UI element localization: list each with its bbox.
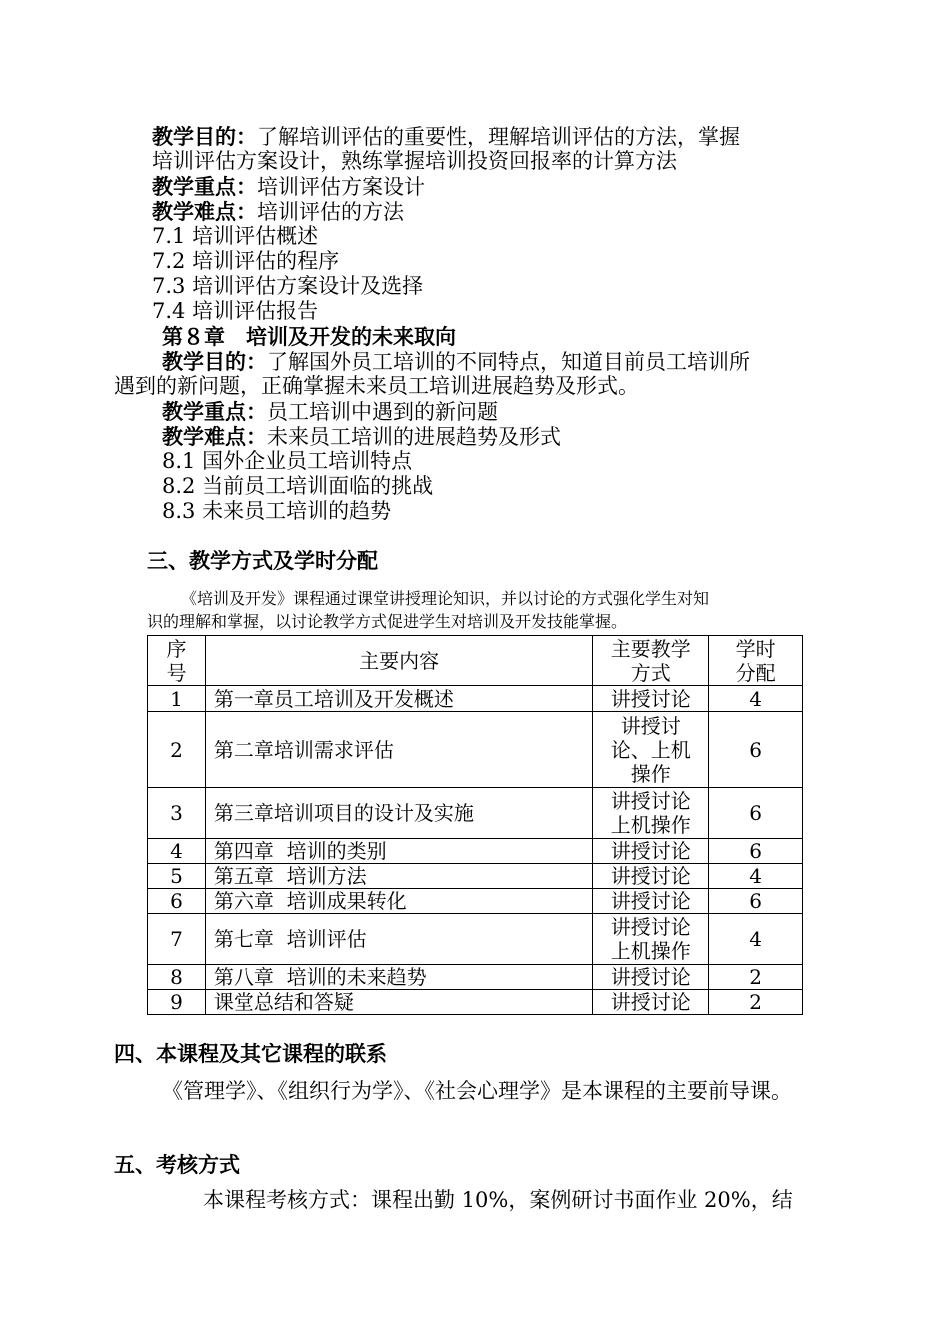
table-row — [148, 686, 803, 712]
ch8-item: 8.3 未来员工培训的趋势 — [162, 499, 392, 523]
table-row — [148, 839, 803, 864]
row-content: 第八章 培训的未来趋势 — [205, 965, 593, 990]
ch7-diff-text: 培训评估的方法 — [257, 200, 404, 224]
table-header-row — [148, 636, 803, 686]
row-hours: 4 — [709, 914, 803, 965]
ch8-goal-label: 教学目的： — [162, 349, 267, 374]
row-content: 第三章培训项目的设计及实施 — [205, 788, 593, 839]
row-hours: 2 — [709, 965, 803, 990]
teaching-schedule-table — [147, 635, 803, 1015]
row-hours: 4 — [709, 686, 803, 712]
row-content: 第二章培训需求评估 — [205, 712, 593, 788]
ch8-key-text: 员工培训中遇到的新问题 — [267, 400, 498, 424]
row-no: 9 — [148, 990, 206, 1015]
row-content: 课堂总结和答疑 — [205, 990, 593, 1015]
row-method: 讲授讨论 — [593, 839, 709, 864]
ch8-diff-label: 教学难点： — [162, 424, 267, 449]
row-method: 讲授讨论 上机操作 — [593, 788, 709, 839]
ch7-key-point — [152, 174, 425, 200]
section3-intro-2: 识的理解和掌握，以讨论教学方式促进学生对培训及开发技能掌握。 — [147, 612, 628, 631]
ch7-key-label: 教学重点： — [152, 174, 257, 199]
row-content: 第七章 培训评估 — [205, 914, 593, 965]
table-row — [148, 712, 803, 788]
row-no: 5 — [148, 864, 206, 889]
row-hours: 6 — [709, 712, 803, 788]
table-row — [148, 990, 803, 1015]
ch7-diff-label: 教学难点： — [152, 199, 257, 224]
ch7-item: 7.3 培训评估方案设计及选择 — [152, 274, 424, 298]
row-no: 6 — [148, 889, 206, 914]
row-hours: 6 — [709, 889, 803, 914]
row-hours: 6 — [709, 839, 803, 864]
ch7-item: 7.2 培训评估的程序 — [152, 249, 340, 273]
section5-paragraph: 本课程考核方式：课程出勤 10%，案例研讨书面作业 20%，结 — [203, 1188, 793, 1212]
ch8-diff-text: 未来员工培训的进展趋势及形式 — [267, 425, 561, 449]
row-method: 讲授讨论 — [593, 686, 709, 712]
ch8-goal-line-2: 遇到的新问题，正确掌握未来员工培训进展趋势及形式。 — [114, 374, 639, 398]
row-no: 2 — [148, 712, 206, 788]
ch8-key-label: 教学重点： — [162, 399, 267, 424]
row-no: 7 — [148, 914, 206, 965]
row-content: 第一章员工培训及开发概述 — [205, 686, 593, 712]
header-seq: 序 号 — [148, 636, 206, 686]
table-row — [148, 889, 803, 914]
row-hours: 2 — [709, 990, 803, 1015]
row-content: 第五章 培训方法 — [205, 864, 593, 889]
row-content: 第六章 培训成果转化 — [205, 889, 593, 914]
header-method: 主要教学 方式 — [593, 636, 709, 686]
ch8-goal-line-1 — [162, 349, 750, 375]
ch8-item: 8.2 当前员工培训面临的挑战 — [162, 474, 434, 498]
row-method: 讲授讨论 上机操作 — [593, 914, 709, 965]
row-method: 讲授讨论 — [593, 965, 709, 990]
table-row — [148, 914, 803, 965]
row-content: 第四章 培训的类别 — [205, 839, 593, 864]
ch7-item: 7.1 培训评估概述 — [152, 224, 319, 248]
section3-intro-1: 《培训及开发》课程通过课堂讲授理论知识，并以讨论的方式强化学生对知 — [181, 589, 710, 608]
ch7-difficulty — [152, 199, 404, 225]
row-no: 8 — [148, 965, 206, 990]
ch8-key-point — [162, 399, 498, 425]
table-row — [148, 788, 803, 839]
row-no: 3 — [148, 788, 206, 839]
ch8-title: 第８章 培训及开发的未来取向 — [162, 324, 456, 349]
row-method: 讲授讨论 — [593, 864, 709, 889]
ch8-difficulty — [162, 424, 561, 450]
table-row — [148, 864, 803, 889]
section4-paragraph: 《管理学》、《组织行为学》、《社会心理学》是本课程的主要前导课。 — [162, 1079, 792, 1103]
ch7-goal-label: 教学目的： — [152, 124, 257, 149]
ch7-goal-line-2: 培训评估方案设计，熟练掌握培训投资回报率的计算方法 — [152, 149, 677, 173]
row-no: 1 — [148, 686, 206, 712]
row-no: 4 — [148, 839, 206, 864]
ch7-item: 7.4 培训评估报告 — [152, 299, 319, 323]
ch8-item: 8.1 国外企业员工培训特点 — [162, 449, 413, 473]
row-method: 讲授讨 论、上机 操作 — [593, 712, 709, 788]
header-content: 主要内容 — [205, 636, 593, 686]
row-hours: 6 — [709, 788, 803, 839]
ch8-goal-text-1: 了解国外员工培训的不同特点，知道目前员工培训所 — [267, 350, 750, 374]
section4-heading: 四、本课程及其它课程的联系 — [114, 1041, 387, 1066]
header-hours: 学时 分配 — [709, 636, 803, 686]
row-hours: 4 — [709, 864, 803, 889]
ch7-goal-text-1: 了解培训评估的重要性，理解培训评估的方法，掌握 — [257, 125, 740, 149]
table-row — [148, 965, 803, 990]
row-method: 讲授讨论 — [593, 889, 709, 914]
section3-heading: 三、教学方式及学时分配 — [147, 548, 378, 573]
section5-heading: 五、考核方式 — [114, 1152, 240, 1177]
ch7-key-text: 培训评估方案设计 — [257, 175, 425, 199]
row-method: 讲授讨论 — [593, 990, 709, 1015]
ch7-goal-line-1 — [152, 124, 740, 150]
